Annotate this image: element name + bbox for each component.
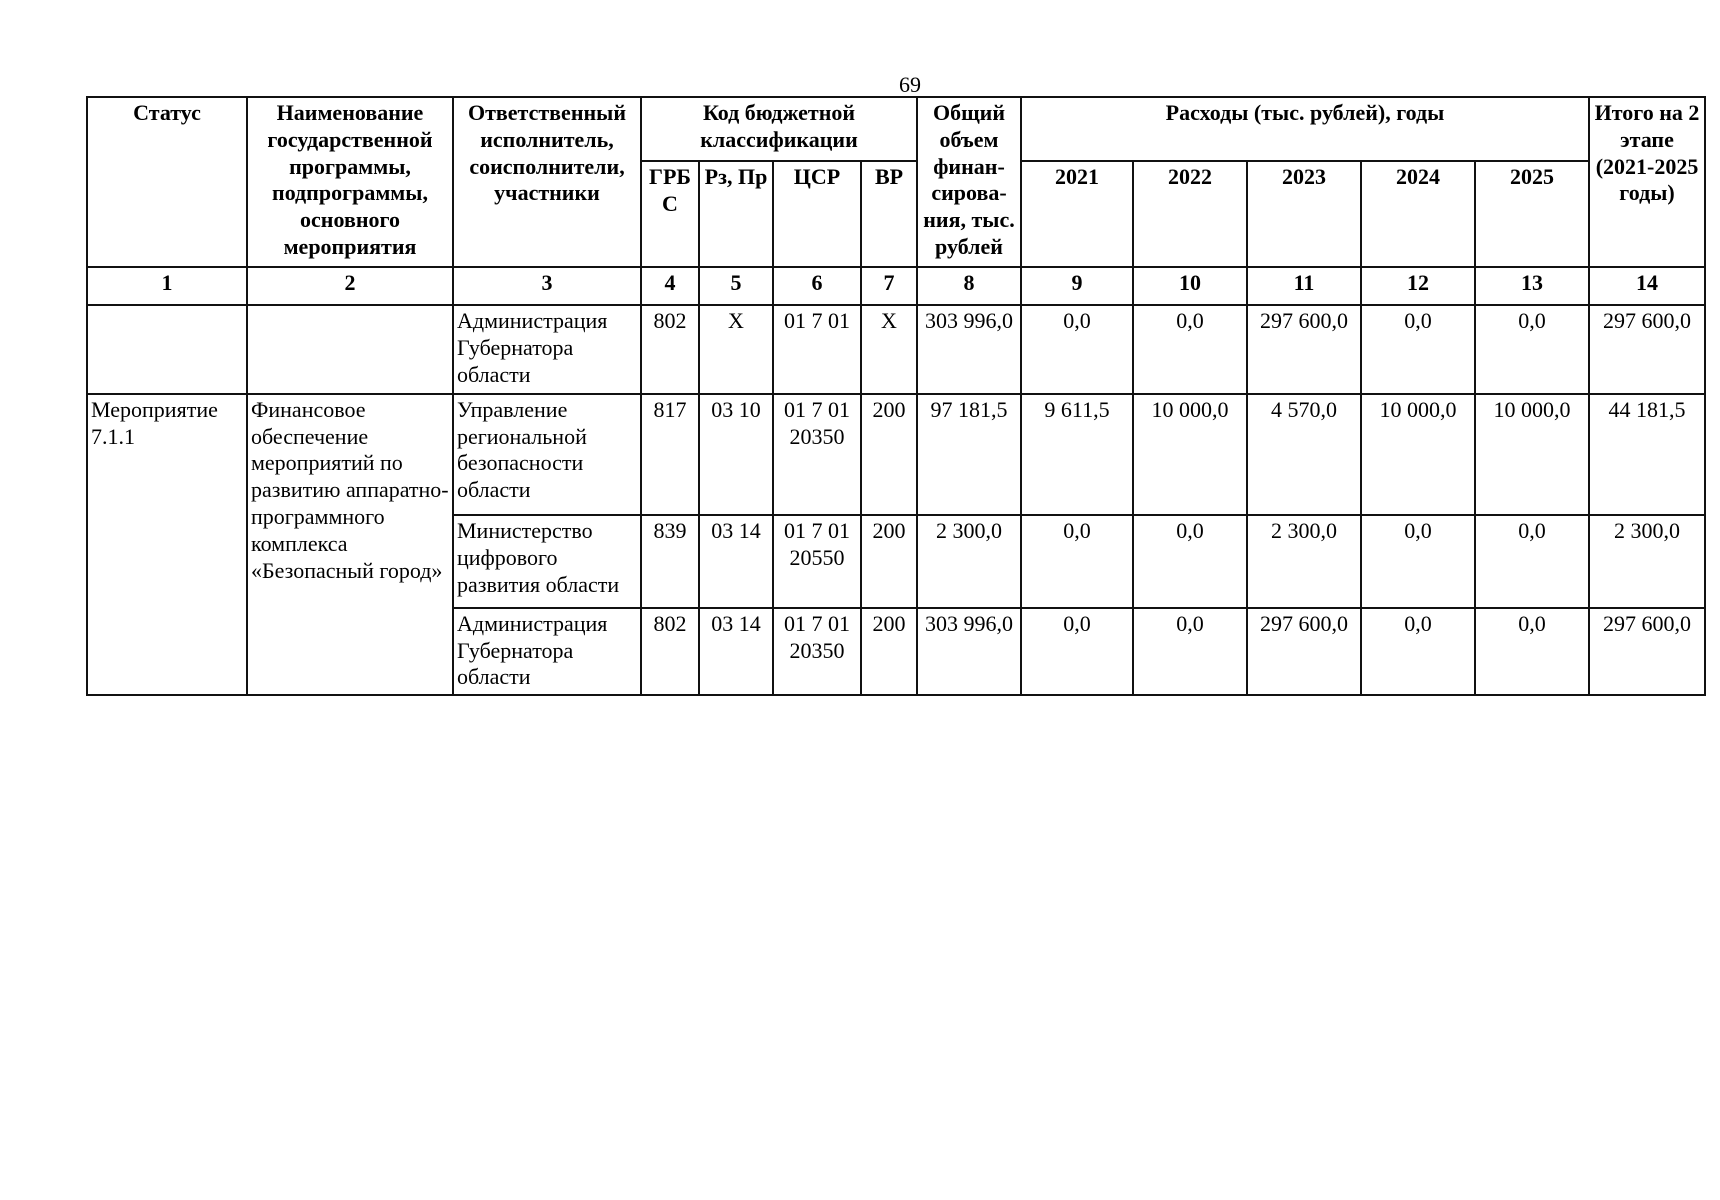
year-2024-cell: 10 000,0 xyxy=(1361,394,1475,515)
responsible-cell: Управление региональной безопасности области xyxy=(453,394,641,515)
year-2024-cell: 0,0 xyxy=(1361,515,1475,608)
column-number: 1 xyxy=(87,267,247,305)
column-number: 12 xyxy=(1361,267,1475,305)
header-stage-total: Итого на 2 этапе (2021-2025 годы) xyxy=(1589,97,1705,267)
year-2021-cell: 0,0 xyxy=(1021,305,1133,394)
budget-table xyxy=(86,96,1706,696)
rzpr-cell: Х xyxy=(699,305,773,394)
vr-cell: 200 xyxy=(861,515,917,608)
year-2025-cell: 0,0 xyxy=(1475,608,1589,695)
year-2022-cell: 10 000,0 xyxy=(1133,394,1247,515)
stage-total-cell: 297 600,0 xyxy=(1589,608,1705,695)
csr-cell: 01 7 01 20350 xyxy=(773,608,861,695)
vr-cell: Х xyxy=(861,305,917,394)
header-rzpr: Рз, Пр xyxy=(699,161,773,267)
stage-total-cell: 2 300,0 xyxy=(1589,515,1705,608)
table-row xyxy=(87,394,1705,515)
csr-cell: 01 7 01 20550 xyxy=(773,515,861,608)
year-2025-cell: 0,0 xyxy=(1475,305,1589,394)
rzpr-cell: 03 10 xyxy=(699,394,773,515)
column-number: 2 xyxy=(247,267,453,305)
column-number: 13 xyxy=(1475,267,1589,305)
column-number: 8 xyxy=(917,267,1021,305)
column-number: 11 xyxy=(1247,267,1361,305)
column-number: 4 xyxy=(641,267,699,305)
year-2022-cell: 0,0 xyxy=(1133,305,1247,394)
header-year: 2022 xyxy=(1133,161,1247,267)
table-row xyxy=(87,305,1705,394)
vr-cell: 200 xyxy=(861,394,917,515)
total-cell: 2 300,0 xyxy=(917,515,1021,608)
column-number: 6 xyxy=(773,267,861,305)
responsible-cell: Министерство цифрового развития области xyxy=(453,515,641,608)
status-cell: Мероприятие 7.1.1 xyxy=(87,394,247,695)
rzpr-cell: 03 14 xyxy=(699,608,773,695)
year-2023-cell: 297 600,0 xyxy=(1247,305,1361,394)
csr-cell: 01 7 01 xyxy=(773,305,861,394)
grbs-cell: 839 xyxy=(641,515,699,608)
header-total-volume: Общий объем финан-сирова-ния, тыс. рублей xyxy=(917,97,1021,267)
year-2022-cell: 0,0 xyxy=(1133,515,1247,608)
header-status: Статус xyxy=(87,97,247,267)
year-2022-cell: 0,0 xyxy=(1133,608,1247,695)
year-2023-cell: 297 600,0 xyxy=(1247,608,1361,695)
header-year: 2023 xyxy=(1247,161,1361,267)
grbs-cell: 802 xyxy=(641,305,699,394)
column-number: 7 xyxy=(861,267,917,305)
grbs-cell: 817 xyxy=(641,394,699,515)
year-2021-cell: 0,0 xyxy=(1021,608,1133,695)
header-row xyxy=(87,97,1705,161)
column-number: 10 xyxy=(1133,267,1247,305)
column-number-row xyxy=(87,267,1705,305)
year-2023-cell: 2 300,0 xyxy=(1247,515,1361,608)
header-year: 2025 xyxy=(1475,161,1589,267)
header-expenses: Расходы (тыс. рублей), годы xyxy=(1021,97,1589,161)
year-2021-cell: 0,0 xyxy=(1021,515,1133,608)
header-year: 2021 xyxy=(1021,161,1133,267)
year-2024-cell: 0,0 xyxy=(1361,608,1475,695)
vr-cell: 200 xyxy=(861,608,917,695)
csr-cell: 01 7 01 20350 xyxy=(773,394,861,515)
total-cell: 97 181,5 xyxy=(917,394,1021,515)
column-number: 3 xyxy=(453,267,641,305)
column-number: 5 xyxy=(699,267,773,305)
total-cell: 303 996,0 xyxy=(917,608,1021,695)
header-vr: ВР xyxy=(861,161,917,267)
header-responsible: Ответственный исполнитель, соисполнители, участники xyxy=(453,97,641,267)
header-program-name: Наименование государственной программы, подпрограммы, основного мероприятия xyxy=(247,97,453,267)
column-number: 9 xyxy=(1021,267,1133,305)
rzpr-cell: 03 14 xyxy=(699,515,773,608)
header-grbs: ГРБ С xyxy=(641,161,699,267)
status-cell xyxy=(87,305,247,394)
total-cell: 303 996,0 xyxy=(917,305,1021,394)
stage-total-cell: 297 600,0 xyxy=(1589,305,1705,394)
year-2025-cell: 0,0 xyxy=(1475,515,1589,608)
year-2025-cell: 10 000,0 xyxy=(1475,394,1589,515)
grbs-cell: 802 xyxy=(641,608,699,695)
responsible-cell: Администрация Губернатора области xyxy=(453,608,641,695)
year-2021-cell: 9 611,5 xyxy=(1021,394,1133,515)
program-name-cell xyxy=(247,305,453,394)
year-2023-cell: 4 570,0 xyxy=(1247,394,1361,515)
header-budget-code: Код бюджетной классификации xyxy=(641,97,917,161)
responsible-cell: Администрация Губернатора области xyxy=(453,305,641,394)
page-number: 69 xyxy=(899,72,921,97)
program-name-cell: Финансовое обеспечение мероприятий по развитию аппаратно-программного комплекса «Безопасный город» xyxy=(247,394,453,695)
header-csr: ЦСР xyxy=(773,161,861,267)
header-year: 2024 xyxy=(1361,161,1475,267)
column-number: 14 xyxy=(1589,267,1705,305)
year-2024-cell: 0,0 xyxy=(1361,305,1475,394)
stage-total-cell: 44 181,5 xyxy=(1589,394,1705,515)
